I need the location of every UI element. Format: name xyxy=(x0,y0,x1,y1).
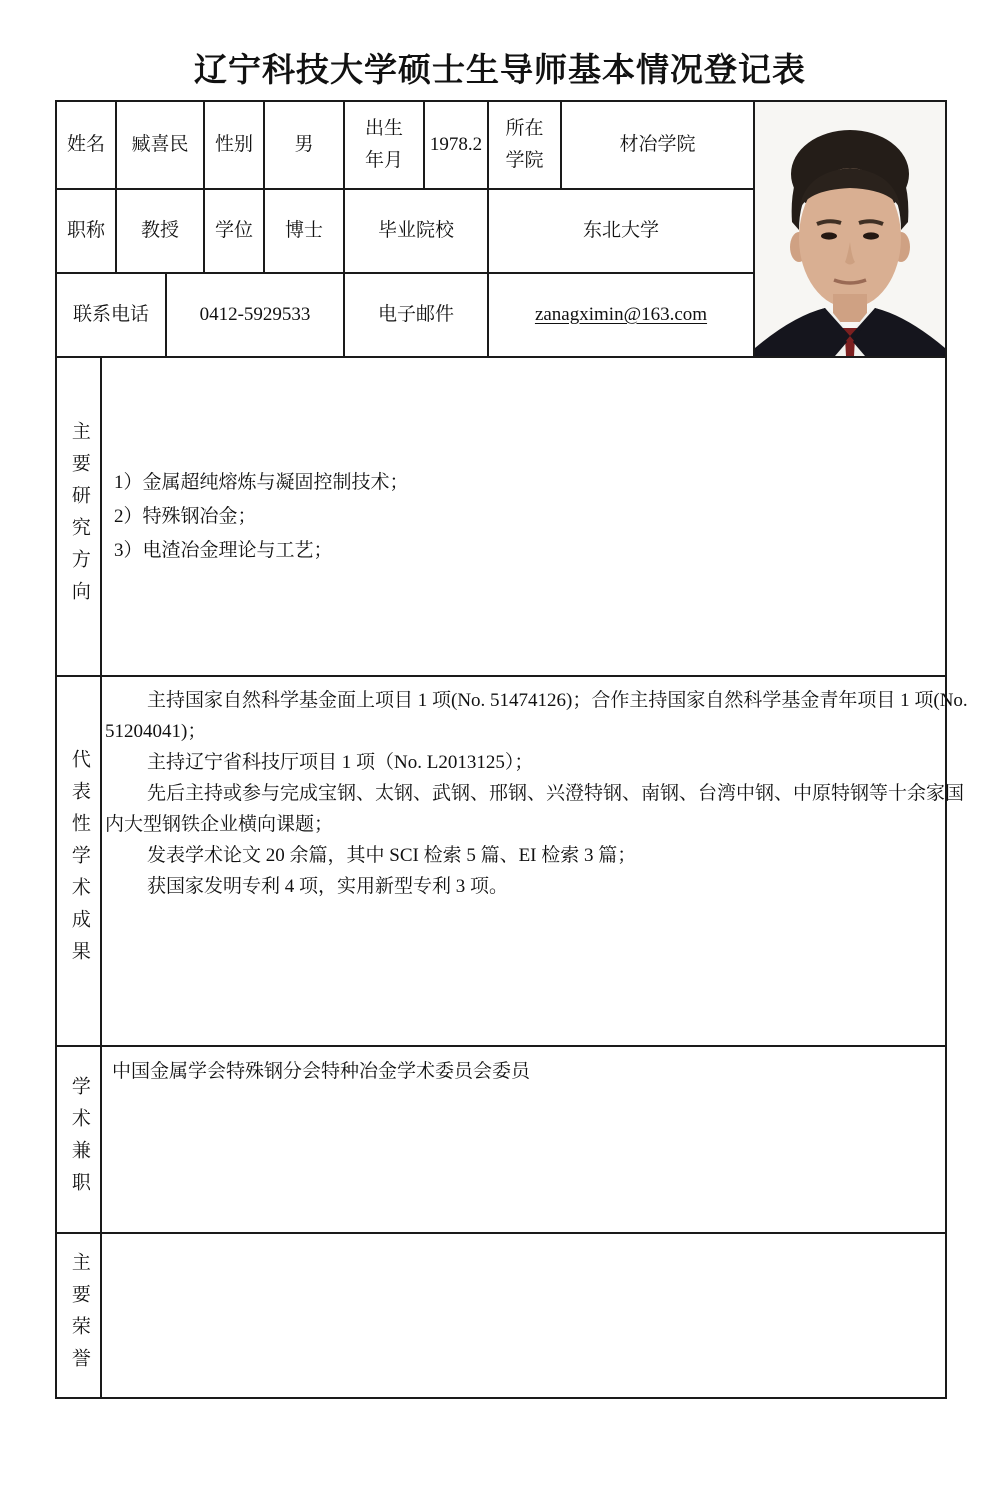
achievements-section-content xyxy=(100,675,968,1047)
achievement-line: 发表学术论文 20 余篇，其中 SCI 检索 5 篇、EI 检索 3 篇； xyxy=(147,845,637,866)
research-line: 3）电渣冶金理论与工艺； xyxy=(114,539,333,561)
school-label: 毕业院校 xyxy=(343,188,489,274)
job-title-value: 教授 xyxy=(115,188,205,274)
positions-section-label-cell xyxy=(55,1045,102,1234)
achievement-line: 内大型钢铁企业横向课题； xyxy=(105,814,334,835)
college-value: 材冶学院 xyxy=(560,100,755,190)
achievement-line: 先后主持或参与完成宝钢、太钢、武钢、邢钢、兴澄特钢、南钢、台湾中钢、中原特钢等十余家国 xyxy=(147,783,965,804)
birth-label xyxy=(343,100,425,190)
phone-value: 0412-5929533 xyxy=(165,272,345,358)
honors-section-content xyxy=(100,1232,947,1399)
email-link[interactable]: zanagximin@163.com xyxy=(534,303,708,325)
name-value: 臧喜民 xyxy=(115,100,205,190)
research-line: 2）特殊钢冶金； xyxy=(114,505,257,527)
research-section-content xyxy=(100,356,947,677)
honors-section-label-cell xyxy=(55,1232,102,1399)
email-label: 电子邮件 xyxy=(343,272,489,358)
phone-label: 联系电话 xyxy=(55,272,167,358)
college-label-text: 所在学院 xyxy=(505,117,544,171)
job-title-label: 职称 xyxy=(55,188,117,274)
birth-label-text: 出生年月 xyxy=(364,117,403,171)
portrait-photo xyxy=(753,100,947,358)
college-label xyxy=(487,100,562,190)
research-section-label: 主要研究方向 xyxy=(68,420,90,613)
school-value: 东北大学 xyxy=(487,188,755,274)
positions-section-content xyxy=(100,1045,947,1234)
portrait-photo-graphic xyxy=(755,102,945,356)
honors-section-label: 主要荣誉 xyxy=(68,1251,90,1380)
achievement-line: 获国家发明专利 4 项，实用新型专利 3 项。 xyxy=(147,876,509,897)
achievement-line: 51204041)； xyxy=(105,721,207,742)
research-line: 1）金属超纯熔炼与凝固控制技术； xyxy=(114,471,409,493)
email-value-cell xyxy=(487,272,755,358)
achievements-section-label-cell xyxy=(55,675,102,1047)
positions-section-label: 学术兼职 xyxy=(68,1075,90,1204)
position-line: 中国金属学会特殊钢分会特种冶金学术委员会委员 xyxy=(112,1061,531,1082)
achievements-section-label: 代表性学术成果 xyxy=(68,749,90,973)
gender-label: 性别 xyxy=(203,100,265,190)
achievement-line: 主持辽宁省科技厅项目 1 项（No. L2013125）； xyxy=(147,752,534,773)
achievement-line: 主持国家自然科学基金面上项目 1 项(No. 51474126)；合作主持国家自然科学基金青年项目 1 项(No. xyxy=(147,690,968,711)
degree-label: 学位 xyxy=(203,188,265,274)
degree-value: 博士 xyxy=(263,188,345,274)
gender-value: 男 xyxy=(263,100,345,190)
page-title: 辽宁科技大学硕士生导师基本情况登记表 xyxy=(194,53,806,89)
name-label: 姓名 xyxy=(55,100,117,190)
birth-value: 1978.2 xyxy=(423,100,489,190)
research-section-label-cell xyxy=(55,356,102,677)
